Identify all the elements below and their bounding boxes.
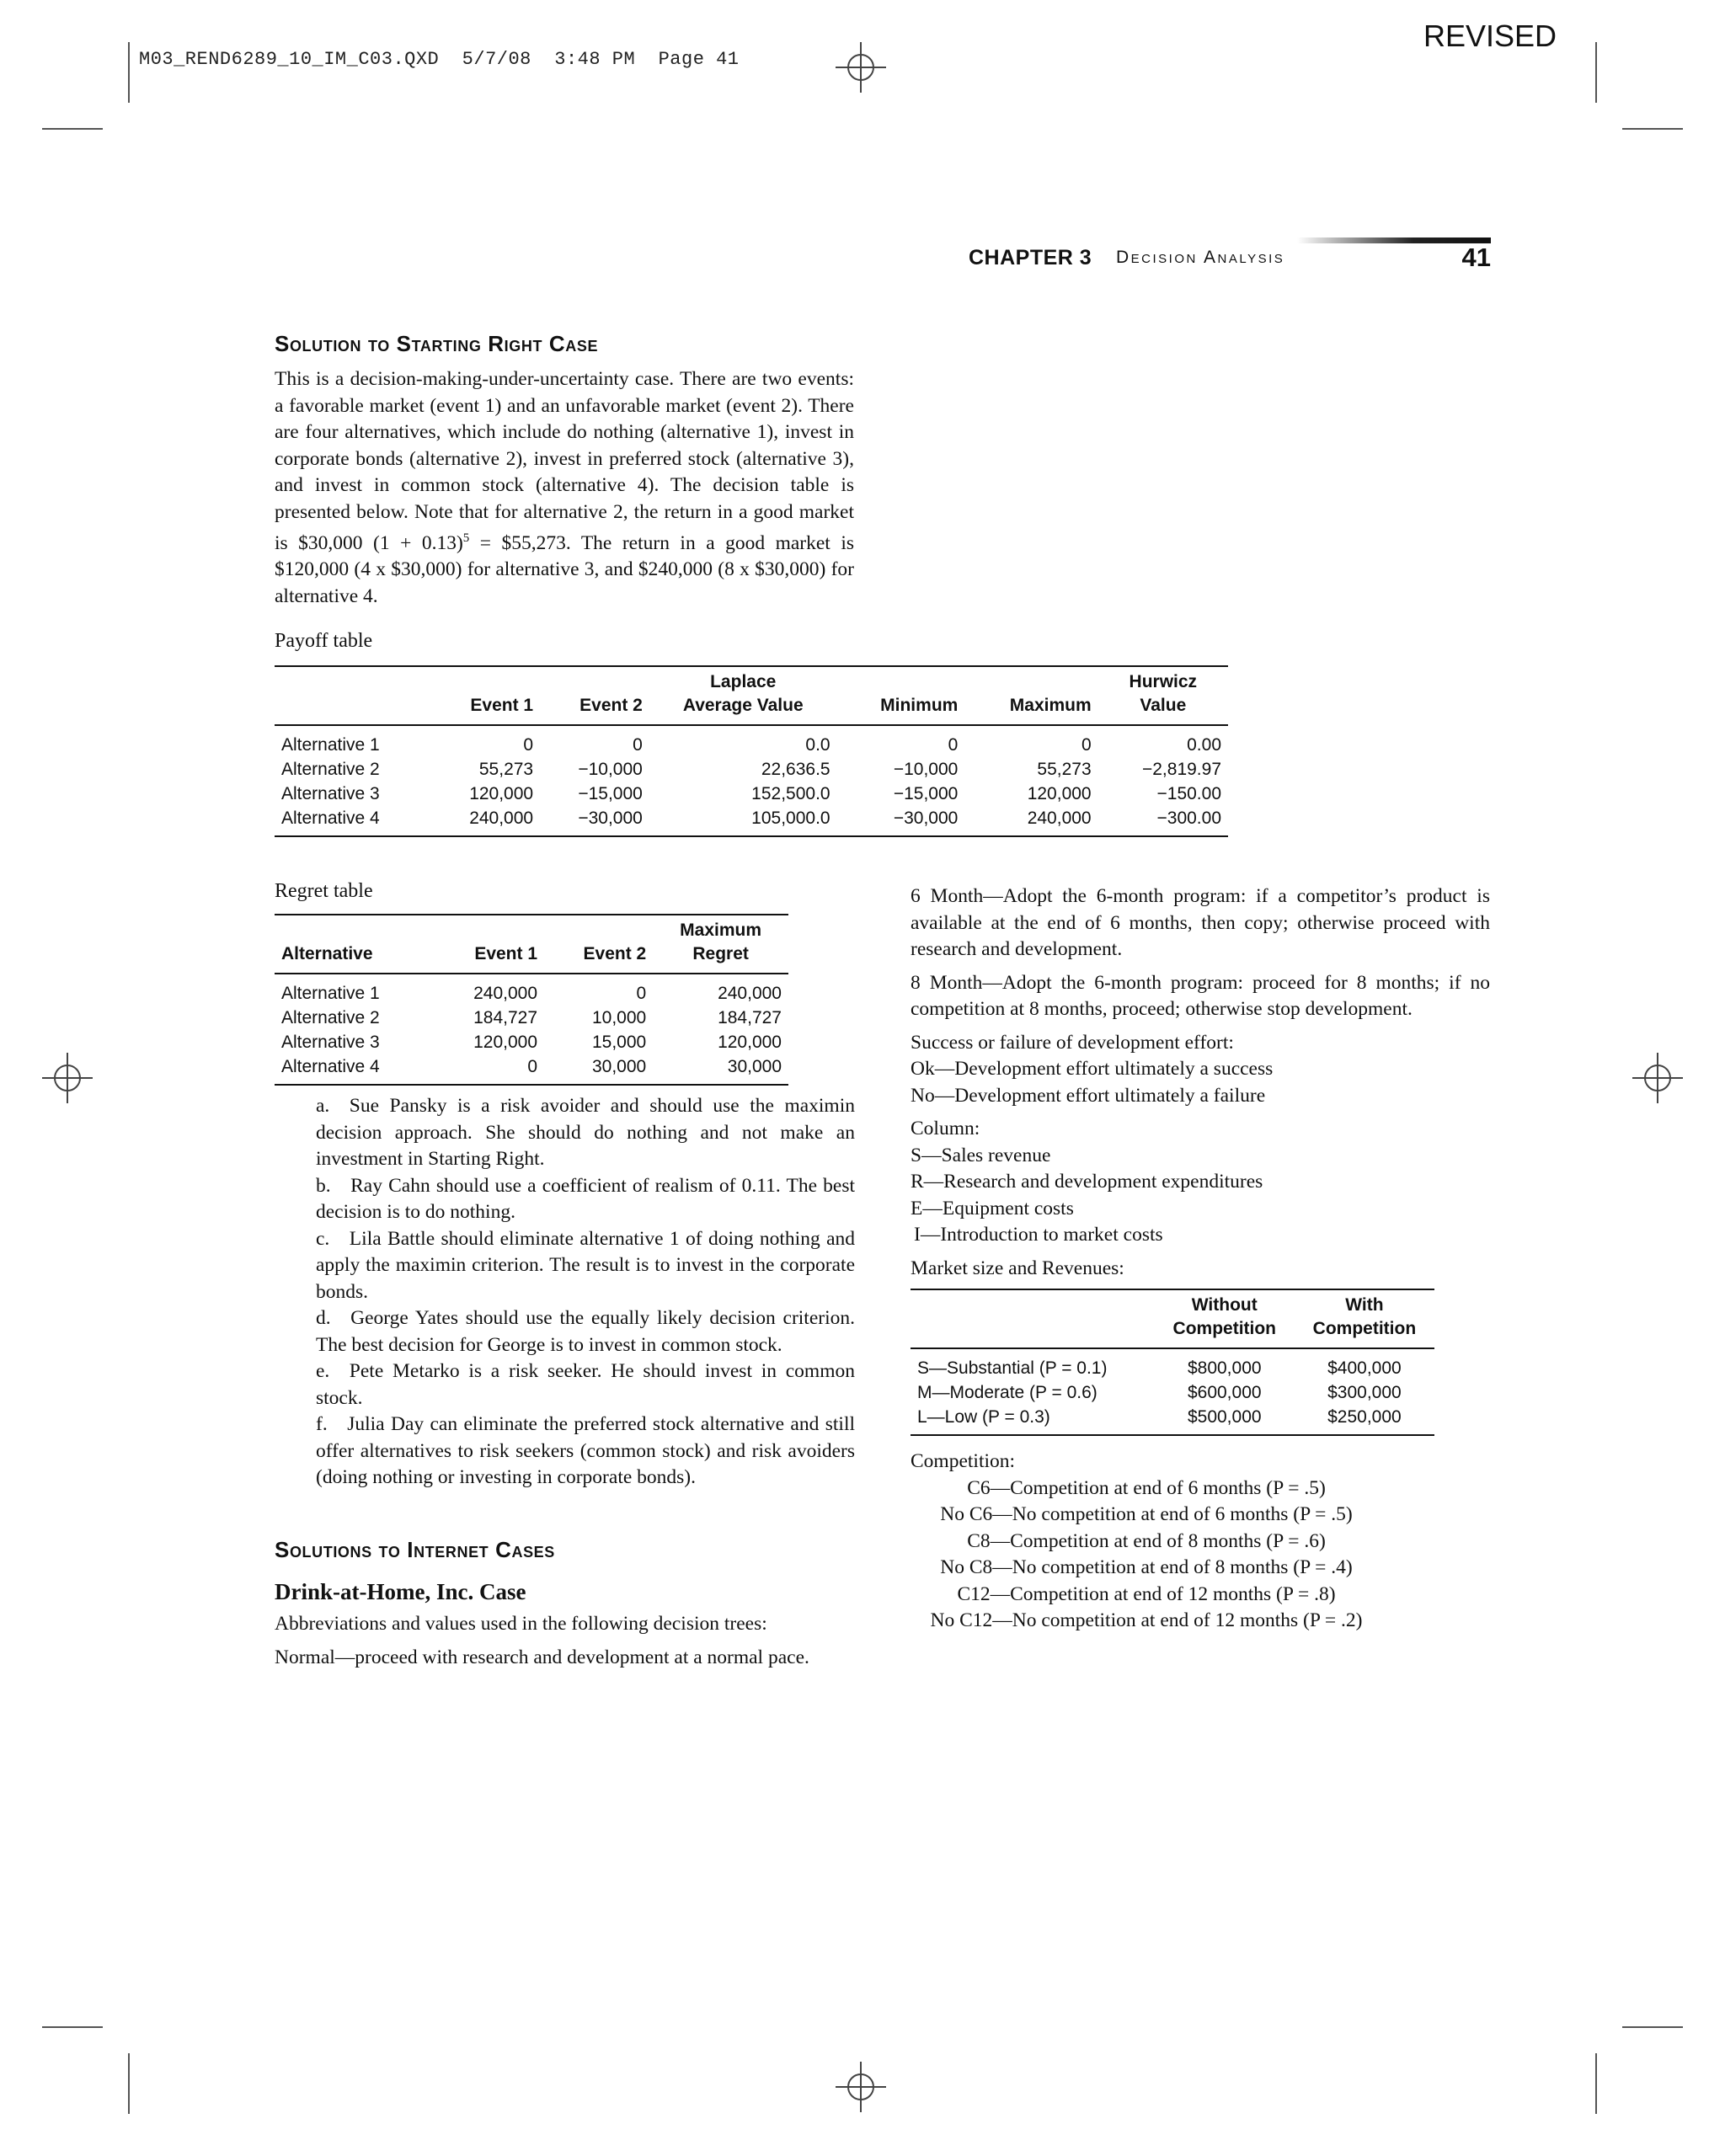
cell: 120,000 xyxy=(469,784,534,803)
cell: −15,000 xyxy=(893,784,959,803)
table-row xyxy=(911,1380,1434,1405)
intro-exponent: 5 xyxy=(462,531,470,545)
cell: 240,000 xyxy=(469,808,534,828)
payoff-header-maximum: Maximum xyxy=(1009,696,1092,715)
right-column xyxy=(911,883,1490,1289)
regret-header-alternative: Alternative xyxy=(281,944,373,963)
cell: 10,000 xyxy=(591,1008,647,1027)
cell: 0.00 xyxy=(1187,735,1221,755)
market-header-without: Without xyxy=(1191,1295,1258,1315)
intro-text-2: = $55,273. The return in a good market is $120,000 (4 x $30,000) for alternative 3, and $240,000 (8 x $30,000) for alternative 4. xyxy=(275,531,854,607)
regret-header-event2: Event 2 xyxy=(583,944,647,963)
payoff-header-minimum: Minimum xyxy=(880,696,959,715)
row-label: Alternative 2 xyxy=(281,1008,380,1027)
row-label: Alternative 2 xyxy=(281,760,380,779)
i-definition: I—Introduction to market costs xyxy=(914,1224,1163,1246)
cell: 0 xyxy=(948,735,959,755)
crop-mark-top-left-h xyxy=(42,128,103,130)
crop-mark-bottom-right-h xyxy=(1622,2026,1683,2028)
row-label: Alternative 3 xyxy=(281,784,380,803)
crop-mark-top-left-v xyxy=(128,42,130,103)
cell: 240,000 xyxy=(718,984,782,1003)
registration-mark-top xyxy=(836,42,886,93)
table-row xyxy=(275,1030,788,1054)
regret-header-maximum: Maximum xyxy=(680,921,762,940)
market-table xyxy=(911,1289,1434,1436)
payoff-header-hurwicz: Hurwicz xyxy=(1129,672,1198,691)
row-label: Alternative 1 xyxy=(281,984,380,1003)
cell: 30,000 xyxy=(591,1057,647,1076)
revised-stamp: REVISED xyxy=(1423,19,1557,53)
cell: 120,000 xyxy=(718,1033,782,1052)
market-intro: Market size and Revenues: xyxy=(911,1257,1124,1279)
payoff-header-event2: Event 2 xyxy=(579,696,643,715)
answer-c: c. Lila Battle should eliminate alternative 1 of doing nothing and apply the maximin criterion. The result is to invest in the corporate bonds. xyxy=(316,1227,855,1303)
table-row xyxy=(275,974,788,1006)
competition-block xyxy=(911,1449,1433,1635)
regret-header-regret: Regret xyxy=(692,944,749,963)
payoff-table-caption: Payoff table xyxy=(275,630,373,652)
row-label: Alternative 1 xyxy=(281,735,380,755)
competition-c12: C12—Competition at end of 12 months (P = .8) xyxy=(957,1582,1336,1605)
cell: −15,000 xyxy=(578,784,643,803)
success-intro: Success or failure of development effort: xyxy=(911,1031,1234,1054)
section-heading-starting-right xyxy=(275,331,598,357)
competition-no-c8: No C8—No competition at end of 8 months (P = .4) xyxy=(940,1556,1353,1578)
page-number: 41 xyxy=(1461,243,1491,272)
market-header-with: With xyxy=(1345,1295,1384,1315)
answer-f: f. Julia Day can eliminate the preferred stock alternative and still offer alternatives to risk seekers (common stock) and risk avoiders (doing nothing or investing in corporate bonds). xyxy=(316,1413,855,1488)
table-row xyxy=(275,757,1228,782)
crop-mark-bottom-right-v xyxy=(1595,2053,1597,2114)
payoff-header-average: Average Value xyxy=(682,696,804,715)
regret-header-blank xyxy=(544,915,653,942)
table-row xyxy=(275,806,1228,836)
market-header-blank xyxy=(911,1317,1155,1348)
cell: 0 xyxy=(1081,735,1092,755)
row-label: Alternative 4 xyxy=(281,1057,380,1076)
chapter-label: CHAPTER 3 xyxy=(969,246,1092,270)
normal-definition: Normal—proceed with research and development at a normal pace. xyxy=(275,1646,809,1668)
cell: $600,000 xyxy=(1187,1383,1262,1402)
payoff-header-laplace: Laplace xyxy=(710,672,777,691)
cell: 120,000 xyxy=(1027,784,1092,803)
crop-mark-top-right-h xyxy=(1622,128,1683,130)
payoff-header-event1: Event 1 xyxy=(470,696,534,715)
payoff-header-blank xyxy=(275,666,431,694)
cell: 0 xyxy=(636,984,647,1003)
section-label: Decision Analysis xyxy=(1116,248,1285,267)
table-row xyxy=(911,1348,1434,1380)
row-label: Alternative 3 xyxy=(281,1033,380,1052)
row-label: L—Low (P = 0.3) xyxy=(917,1407,1050,1427)
registration-mark-left xyxy=(42,1053,93,1103)
table-row xyxy=(275,1054,788,1085)
cell: 184,727 xyxy=(473,1008,538,1027)
no-definition: No—Development effort ultimately a failure xyxy=(911,1084,1266,1107)
e-definition: E—Equipment costs xyxy=(911,1197,1074,1219)
competition-intro: Competition: xyxy=(911,1450,1016,1472)
regret-header-blank xyxy=(275,915,434,942)
cell: −30,000 xyxy=(578,808,643,828)
competition-no-c6: No C6—No competition at end of 6 months (P = .5) xyxy=(940,1503,1353,1525)
cell: 55,273 xyxy=(478,760,534,779)
cell: −10,000 xyxy=(893,760,959,779)
table-row xyxy=(275,782,1228,806)
answer-e: e. Pete Metarko is a risk seeker. He should invest in common stock. xyxy=(316,1360,855,1409)
cell: 240,000 xyxy=(473,984,538,1003)
running-header xyxy=(842,237,1491,271)
answer-list xyxy=(316,1093,855,1492)
table-row xyxy=(275,1006,788,1030)
market-header-with-competition: Competition xyxy=(1312,1319,1417,1338)
cell: $250,000 xyxy=(1327,1407,1402,1427)
competition-no-c12: No C12—No competition at end of 12 months (P = .2) xyxy=(930,1609,1363,1631)
payoff-header-blank xyxy=(275,694,431,725)
row-label: Alternative 4 xyxy=(281,808,380,828)
cell: 152,500.0 xyxy=(751,784,830,803)
crop-mark-bottom-left-h xyxy=(42,2026,103,2028)
six-month-definition: 6 Month—Adopt the 6-month program: if a competitor’s product is available at the end of 6 months, then copy; otherwise proceed with research and development. xyxy=(911,885,1490,960)
cell: $300,000 xyxy=(1327,1383,1402,1402)
payoff-header-blank xyxy=(837,666,965,694)
crop-mark-bottom-left-v xyxy=(128,2053,130,2114)
payoff-header-value: Value xyxy=(1140,696,1187,715)
cell: 55,273 xyxy=(1037,760,1092,779)
cell: 22,636.5 xyxy=(761,760,830,779)
s-definition: S—Sales revenue xyxy=(911,1144,1051,1166)
column-block xyxy=(911,1116,1490,1249)
registration-mark-bottom xyxy=(836,2062,886,2112)
abbreviations-intro: Abbreviations and values used in the following decision trees: xyxy=(275,1613,767,1635)
competition-c8: C8—Competition at end of 8 months (P = .6) xyxy=(967,1529,1326,1552)
eight-month-definition: 8 Month—Adopt the 6-month program: proceed for 8 months; if no competition at 8 months, proceed; otherwise stop development. xyxy=(911,971,1490,1020)
answer-a: a. Sue Pansky is a risk avoider and should use the maximin decision approach. She should do nothing and not make an investment in Starting Right. xyxy=(316,1095,855,1170)
ok-definition: Ok—Development effort ultimately a success xyxy=(911,1058,1274,1080)
regret-table-caption: Regret table xyxy=(275,880,373,902)
abbreviations-block xyxy=(275,1611,854,1671)
case-title: Drink-at-Home, Inc. Case xyxy=(275,1579,526,1604)
cell: 184,727 xyxy=(718,1008,782,1027)
section-heading-internet-cases xyxy=(275,1537,555,1563)
file-slug: M03_REND6289_10_IM_C03.QXD 5/7/08 3:48 PM Page 41 xyxy=(139,49,740,70)
table-row xyxy=(275,725,1228,757)
cell: $400,000 xyxy=(1327,1358,1402,1378)
cell: $500,000 xyxy=(1187,1407,1262,1427)
cell: 0 xyxy=(527,1057,538,1076)
cell: 0.0 xyxy=(805,735,830,755)
cell: 240,000 xyxy=(1027,808,1092,828)
cell: 15,000 xyxy=(591,1033,647,1052)
r-definition: R—Research and development expenditures xyxy=(911,1171,1263,1193)
cell: −2,819.97 xyxy=(1141,760,1221,779)
intro-text-1: This is a decision-making-under-uncertainty case. There are two events: a favorable market (event 1) and an unfavorable market (event 2). There are four alternatives, which include do nothing (alternative 1), invest in corporate bonds (alternative 2), invest in preferred stock (alternative 3), and invest in common stock (alternative 4). The decision table is presented below. Note that for alternative 2, the return in a good market is $30,000 (1 + 0.13) xyxy=(275,368,854,554)
registration-mark-right xyxy=(1632,1053,1683,1103)
section-heading-text: Solutions to Internet Cases xyxy=(275,1537,555,1562)
payoff-header-blank xyxy=(431,666,540,694)
intro-paragraph xyxy=(275,366,854,610)
payoff-table xyxy=(275,665,1228,837)
regret-header-blank xyxy=(434,915,544,942)
cell: −10,000 xyxy=(578,760,643,779)
payoff-header-blank xyxy=(540,666,649,694)
row-label: S—Substantial (P = 0.1) xyxy=(917,1358,1108,1378)
cell: 120,000 xyxy=(473,1033,538,1052)
cell: 0 xyxy=(523,735,534,755)
payoff-header-blank xyxy=(964,666,1097,694)
section-heading-text: Solution to Starting Right Case xyxy=(275,331,599,356)
cell: $800,000 xyxy=(1187,1358,1262,1378)
cell: −300.00 xyxy=(1156,808,1221,828)
cell: −150.00 xyxy=(1156,784,1221,803)
market-header-without-competition: Competition xyxy=(1172,1319,1277,1338)
cell: 0 xyxy=(633,735,643,755)
row-label: M—Moderate (P = 0.6) xyxy=(917,1383,1097,1402)
table-row xyxy=(911,1405,1434,1435)
competition-c6: C6—Competition at end of 6 months (P = .5) xyxy=(967,1476,1326,1499)
regret-header-event1: Event 1 xyxy=(474,944,538,963)
crop-mark-top-right-v xyxy=(1595,42,1597,103)
answer-d: d. George Yates should use the equally likely decision criterion. The best decision for George is to invest in common stock. xyxy=(316,1307,855,1356)
success-block xyxy=(911,1030,1490,1110)
answer-b: b. Ray Cahn should use a coefficient of realism of 0.11. The best decision is to do nothing. xyxy=(316,1174,855,1223)
market-header-blank xyxy=(911,1289,1155,1317)
cell: 30,000 xyxy=(727,1057,782,1076)
cell: −30,000 xyxy=(893,808,959,828)
regret-table xyxy=(275,914,788,1086)
column-intro: Column: xyxy=(911,1118,980,1139)
cell: 105,000.0 xyxy=(751,808,830,828)
